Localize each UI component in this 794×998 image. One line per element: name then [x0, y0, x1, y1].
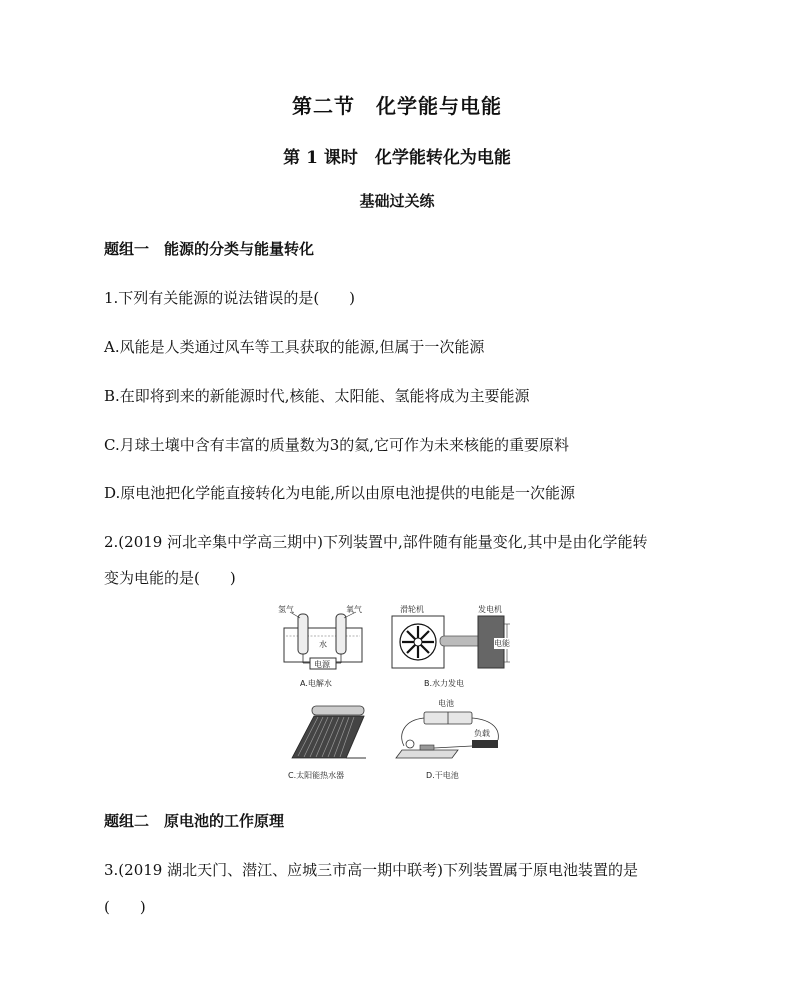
- figure-d-load-label: 负载: [474, 729, 490, 738]
- figure-a-electrolysis: [276, 606, 372, 692]
- figure-a-oxygen-label: 氧气: [346, 605, 362, 614]
- question1-stem: 1.下列有关能源的说法错误的是( ): [104, 289, 356, 307]
- group1-heading: 题组一 能源的分类与能量转化: [104, 240, 315, 258]
- section-title: 基础过关练: [359, 192, 435, 210]
- lesson-title: 第 1 课时 化学能转化为电能: [283, 148, 511, 168]
- question2-line2: 变为电能的是( ): [104, 569, 236, 587]
- figure-a-water-label: 水: [319, 640, 327, 649]
- figure-b-energy-label: 电能: [494, 639, 510, 648]
- figure-a-source-label: 电源: [314, 660, 330, 669]
- question2-line1: 2.(2019 河北辛集中学高三期中)下列装置中,部件随有能量变化,其中是由化学能转: [104, 533, 648, 551]
- dry-cell-diagram: [390, 700, 510, 768]
- question1-option-a: A.风能是人类通过风车等工具获取的能源,但属于一次能源: [104, 338, 485, 356]
- page-title: 第二节 化学能与电能: [292, 94, 502, 118]
- figure-d-battery-label: 电池: [438, 699, 454, 708]
- question1-option-c: C.月球土壤中含有丰富的质量数为3的氦,它可作为未来核能的重要原料: [104, 436, 570, 454]
- question1-option-b: B.在即将到来的新能源时代,核能、太阳能、氢能将成为主要能源: [104, 387, 530, 405]
- figure-b-generator-label: 发电机: [478, 605, 502, 614]
- solar-heater-diagram: [282, 700, 372, 768]
- figure-c-caption: C.太阳能热水器: [288, 771, 345, 780]
- figure-a-caption: A.电解水: [300, 679, 332, 688]
- group2-heading: 题组二 原电池的工作原理: [104, 812, 285, 830]
- question1-option-d: D.原电池把化学能直接转化为电能,所以由原电池提供的电能是一次能源: [104, 484, 576, 502]
- question3-line1: 3.(2019 湖北天门、潜江、应城三市高一期中联考)下列装置属于原电池装置的是: [104, 861, 638, 879]
- figure-d-dry-cell: [390, 700, 510, 784]
- figure-c-solar-heater: [282, 700, 372, 784]
- figure-a-hydrogen-label: 氢气: [278, 605, 294, 614]
- figure-d-caption: D.干电池: [426, 771, 459, 780]
- question3-line2: ( ): [104, 898, 146, 916]
- figure-b-turbine-label: 滑轮机: [400, 605, 424, 614]
- figure-b-hydropower: [388, 606, 518, 692]
- figure-b-caption: B.水力发电: [424, 679, 465, 688]
